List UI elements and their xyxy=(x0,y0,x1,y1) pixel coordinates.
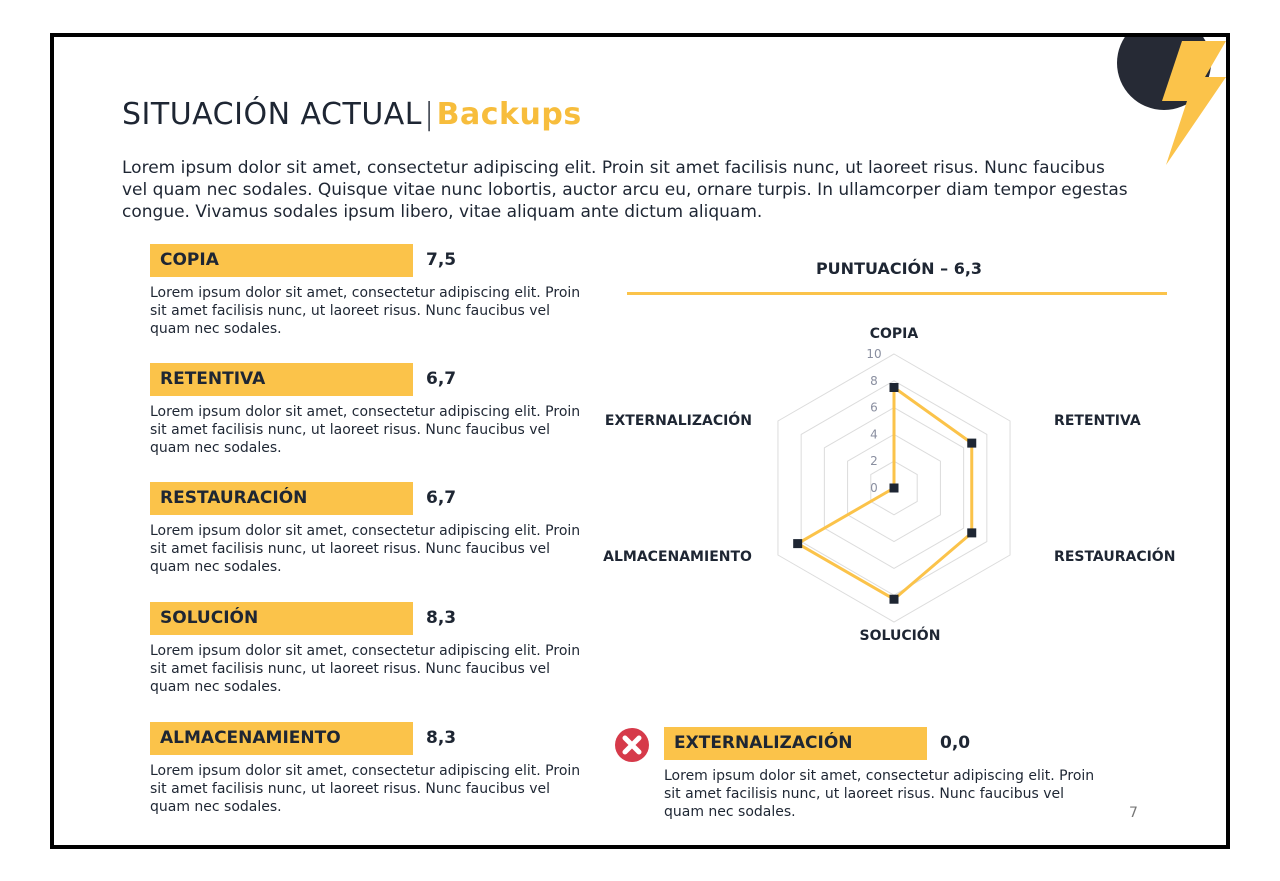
criterion-score: 0,0 xyxy=(940,733,971,753)
criterion-score: 8,3 xyxy=(426,728,457,748)
radar-category-label: RETENTIVA xyxy=(1054,413,1141,429)
radar-category-label: EXTERNALIZACIÓN xyxy=(604,413,752,429)
criterion-label: EXTERNALIZACIÓN xyxy=(674,733,853,753)
radar-category-label: SOLUCIÓN xyxy=(859,628,941,644)
criterion-label: ALMACENAMIENTO xyxy=(160,728,341,748)
criterion-score: 6,7 xyxy=(426,488,457,508)
radar-data-point xyxy=(967,439,976,448)
radar-tick-label: 2 xyxy=(870,454,878,469)
criterion-label: RESTAURACIÓN xyxy=(160,488,308,508)
radar-data-point xyxy=(793,539,802,548)
radar-tick-label: 8 xyxy=(870,373,878,388)
title-main: SITUACIÓN ACTUAL xyxy=(122,97,423,132)
criterion-label: RETENTIVA xyxy=(160,369,266,389)
radar-category-label: COPIA xyxy=(869,326,919,342)
radar-data-point xyxy=(890,383,899,392)
radar-chart xyxy=(54,37,1226,845)
radar-category-label: RESTAURACIÓN xyxy=(1054,549,1176,565)
criterion-description: Lorem ipsum dolor sit amet, consectetur adipiscing elit. Proin sit amet facilisis nunc, ut laoreet risus. Nunc faucibus vel quam nec sodales. xyxy=(150,763,581,815)
radar-data-point xyxy=(890,484,899,493)
radar-data-point xyxy=(890,595,899,604)
criterion-description: Lorem ipsum dolor sit amet, consectetur adipiscing elit. Proin sit amet facilisis nunc, ut laoreet risus. Nunc faucibus vel quam nec sodales. xyxy=(150,643,581,695)
criterion-label: COPIA xyxy=(160,250,219,270)
radar-category-label: ALMACENAMIENTO xyxy=(603,549,752,565)
criterion-score: 6,7 xyxy=(426,369,457,389)
intro-paragraph: Lorem ipsum dolor sit amet, consectetur adipiscing elit. Proin sit amet facilisis nunc, ut laoreet risus. Nunc faucibus vel quam nec sodales. Quisque vitae nunc lobortis, auctor arcu eu, ornare turpis. In ullamcorper diam tempor egestas congue. Vivamus sodales ipsum libero, vitae aliquam ante dictum aliquam. xyxy=(122,158,1128,222)
criterion-score: 8,3 xyxy=(426,608,457,628)
radar-tick-label: 6 xyxy=(870,400,878,415)
criterion-description: Lorem ipsum dolor sit amet, consectetur adipiscing elit. Proin sit amet facilisis nunc, ut laoreet risus. Nunc faucibus vel quam nec sodales. xyxy=(150,404,581,456)
chart-title: PUNTUACIÓN – 6,3 xyxy=(815,259,983,278)
page-number: 7 xyxy=(1129,805,1138,821)
radar-tick-label: 4 xyxy=(870,427,878,442)
criterion-description: Lorem ipsum dolor sit amet, consectetur adipiscing elit. Proin sit amet facilisis nunc, ut laoreet risus. Nunc faucibus vel quam nec sodales. xyxy=(664,768,1095,820)
radar-tick-label: 10 xyxy=(866,347,882,361)
criterion-description: Lorem ipsum dolor sit amet, consectetur adipiscing elit. Proin sit amet facilisis nunc, ut laoreet risus. Nunc faucibus vel quam nec sodales. xyxy=(150,523,581,575)
radar-data-point xyxy=(967,528,976,537)
criterion-description: Lorem ipsum dolor sit amet, consectetur adipiscing elit. Proin sit amet facilisis nunc, ut laoreet risus. Nunc faucibus vel quam nec sodales. xyxy=(150,285,581,337)
title-separator: | xyxy=(424,97,435,132)
criterion-label: SOLUCIÓN xyxy=(160,608,259,628)
radar-series-line xyxy=(798,388,972,600)
title-accent: Backups xyxy=(436,97,582,132)
radar-tick-label: 0 xyxy=(870,481,878,495)
criterion-score: 7,5 xyxy=(426,250,457,270)
slide xyxy=(50,33,1230,849)
